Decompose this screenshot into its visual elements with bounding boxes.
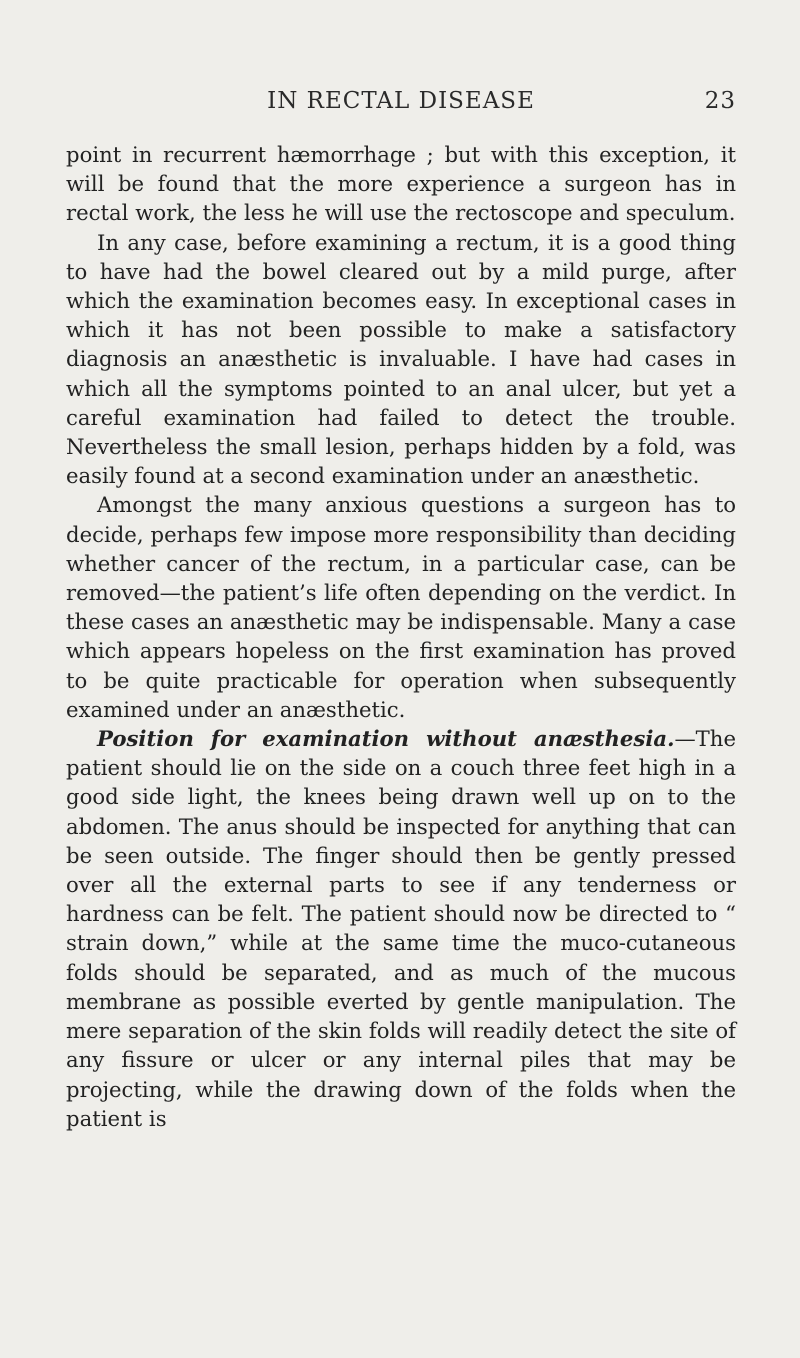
paragraph-3: Amongst the many anxious questions a surgeon has to decide, perhaps few impose more responsibility than deciding whether cancer of the rectum, in a particular case, can be removed—the patient’s life often depending on the verdict. In these cases an anæsthetic may be indispensable. Many a case which appears hopeless on the first examination has proved to be quite practicable for operation when subsequently examined under an anæsthetic. [66, 492, 736, 722]
page-number: 23 [704, 88, 736, 114]
body-text [66, 140, 736, 1133]
section-heading: Position for examination without anæsthesia. [97, 726, 675, 752]
paragraph-1: point in recurrent hæmorrhage ; but with this exception, it will be found that the more experience a surgeon has in rectal work, the less he will use the rectoscope and speculum. [66, 142, 736, 226]
paragraph-4-text: —The patient should lie on the side on a couch three feet high in a good side light, the knees being drawn well up on to the abdomen. The anus should be inspected for anything that can be seen outside. The finger should then be gently pressed over all the external parts to see if any tenderness or hardness can be felt. The patient should now be directed to “ strain down,” while at the same time the muco-cutaneous folds should be separated, and as much of the mucous membrane as possible everted by gentle manipulation. The mere separation of the skin folds will readily detect the site of any fissure or ulcer or any internal piles that may be projecting, while the drawing down of the folds when the patient is [66, 726, 736, 1131]
page-header [66, 88, 736, 128]
paragraph-4 [66, 724, 736, 1133]
running-title: IN RECTAL DISEASE [267, 88, 535, 114]
paragraph-2: In any case, before examining a rectum, it is a good thing to have had the bowel cleared out by a mild purge, after which the examination becomes easy. In exceptional cases in which it has not been possible to make a satisfactory diagnosis an anæsthetic is invaluable. I have had cases in which all the symptoms pointed to an anal ulcer, but yet a careful examination had failed to detect the trouble. Nevertheless the small lesion, perhaps hidden by a fold, was easily found at a second examination under an anæsthetic. [66, 229, 736, 489]
